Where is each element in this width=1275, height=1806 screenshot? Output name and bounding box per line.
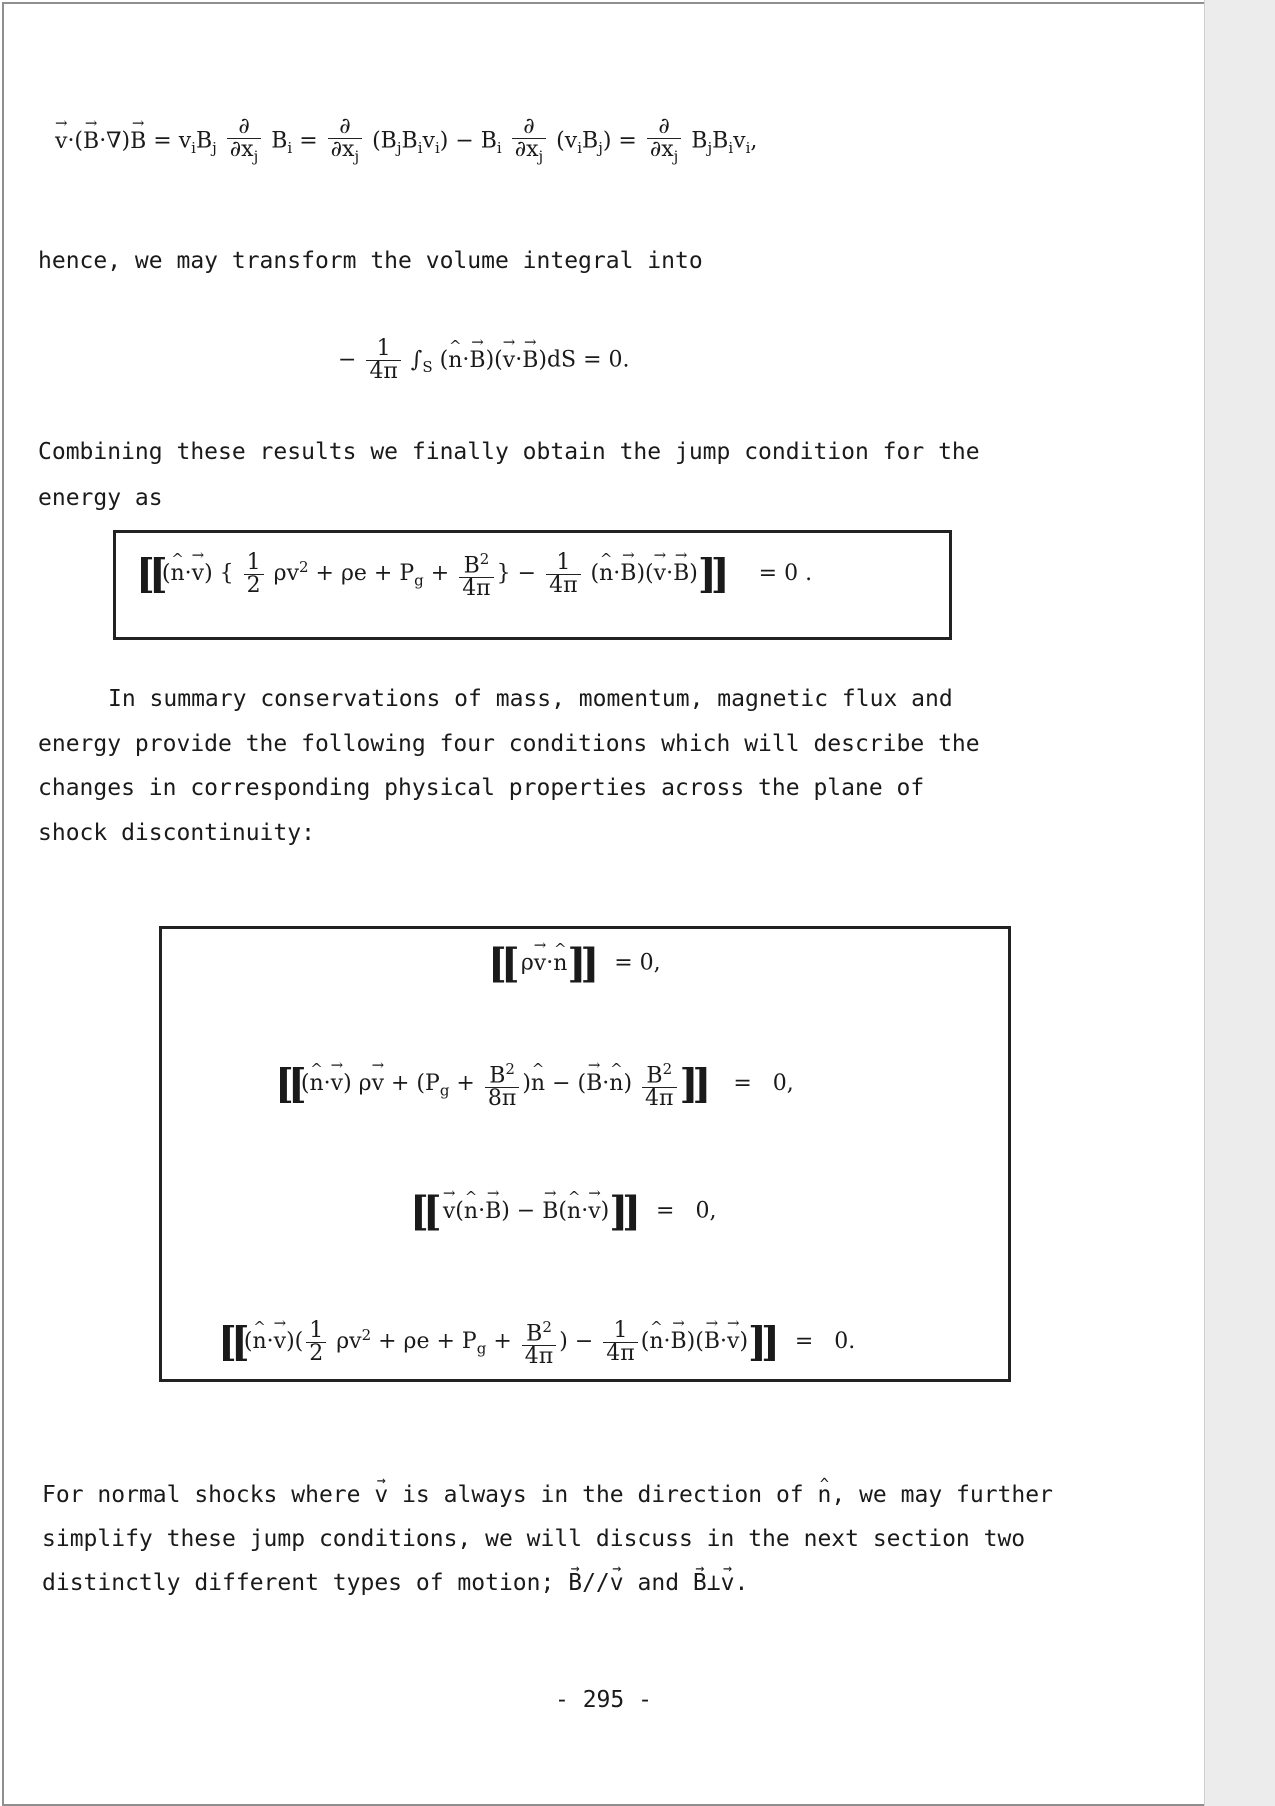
paragraph-4-text-b: is always in the direction of <box>402 1482 804 1508</box>
paragraph-4-line-3 <box>42 1568 748 1598</box>
paragraph-4-text-e: and <box>637 1570 680 1596</box>
equation-energy-jump: [[(^ n·→ v) { $\frac{1}{2}$ $\rho v^2 + \rho e + P_g$ + $\frac{B^2}{4\pi}$ } − $\frac{1}{4\pi}$ (^ n·→ B)(→ v·→ B)]] = 0 . <box>136 548 812 600</box>
symbol-n-hat: ^ n <box>818 1480 832 1510</box>
paragraph-3-line-3: changes in corresponding physical properties across the plane of <box>38 775 925 801</box>
equation-surface-integral: − $\frac{1}{4\pi}$ $\int_S$ (^ n·→ B)(→ v·→ B)dS = 0. <box>338 338 630 383</box>
paragraph-4-text-a: For normal shocks where <box>42 1482 361 1508</box>
equation-flux: [[ → v(^ n·→ B) − → B(^ n·→ v)]] = 0, <box>410 1188 716 1235</box>
equation-mass: [[ ρ→ v·^ n]] = 0, <box>488 940 661 987</box>
symbol-v: → v <box>374 1480 388 1510</box>
paragraph-2-line-1: Combining these results we finally obtain the jump condition for the <box>38 439 980 465</box>
paragraph-4-line-2: simplify these jump conditions, we will discuss in the next section two <box>42 1526 1026 1552</box>
viewer-gutter <box>1204 0 1275 1806</box>
symbol-b-perp-v: → B⊥→ v. <box>693 1570 748 1596</box>
equation-energy: [[(^ n·→ v)( $\frac{1}{2}$ $\rho v^2 + \rho e + P_g$ + $\frac{B^2}{4\pi}$ ) − $\frac{1}{4\pi}$ (^ n·→ B)(→ B·→ v)]] = 0. <box>218 1316 855 1368</box>
paragraph-3-line-2: energy provide the following four conditions which will describe the <box>38 731 980 757</box>
equation-momentum: [[(^ n·→ v) $\rho\to v + (P_g$ + $\frac{B^2}{8\pi}$ )^ n − (→ B·^ n) $\frac{B^2}{4\pi}$ ]] = 0, <box>275 1058 794 1110</box>
paragraph-3-line-4: shock discontinuity: <box>38 820 315 846</box>
paragraph-4-text-c: we may further <box>859 1482 1053 1508</box>
paragraph-2-line-2: energy as <box>38 485 163 511</box>
paragraph-3-line-1: In summary conservations of mass, momentum, magnetic flux and <box>108 686 953 712</box>
paragraph-4-text-d: distinctly different types of motion; <box>42 1570 555 1596</box>
page-number: - 295 - <box>555 1687 652 1713</box>
paragraph-1: hence, we may transform the volume integral into <box>38 248 703 274</box>
equation-identity: → $v\cdot(\to B\cdot\nabla)\to B = v_iB_j$ $\frac{\partial}{\partial x_j}$ $B_i$ = $\frac{\partial}{\partial x_j}$ $(B_jB_iv_i) - B_i$ $\frac{\partial}{\partial x_j}$ $(v_iB_j)$ = $\frac{\partial}{\partial x_j}$ $B_jB_iv_i$, <box>55 116 757 167</box>
paragraph-4-line-1: For normal shocks where → v is always in the direction of ^ n, we may further <box>42 1480 1053 1510</box>
conditions-box <box>159 926 1011 1382</box>
symbol-b-parallel-v: → B//→ v <box>568 1570 623 1596</box>
